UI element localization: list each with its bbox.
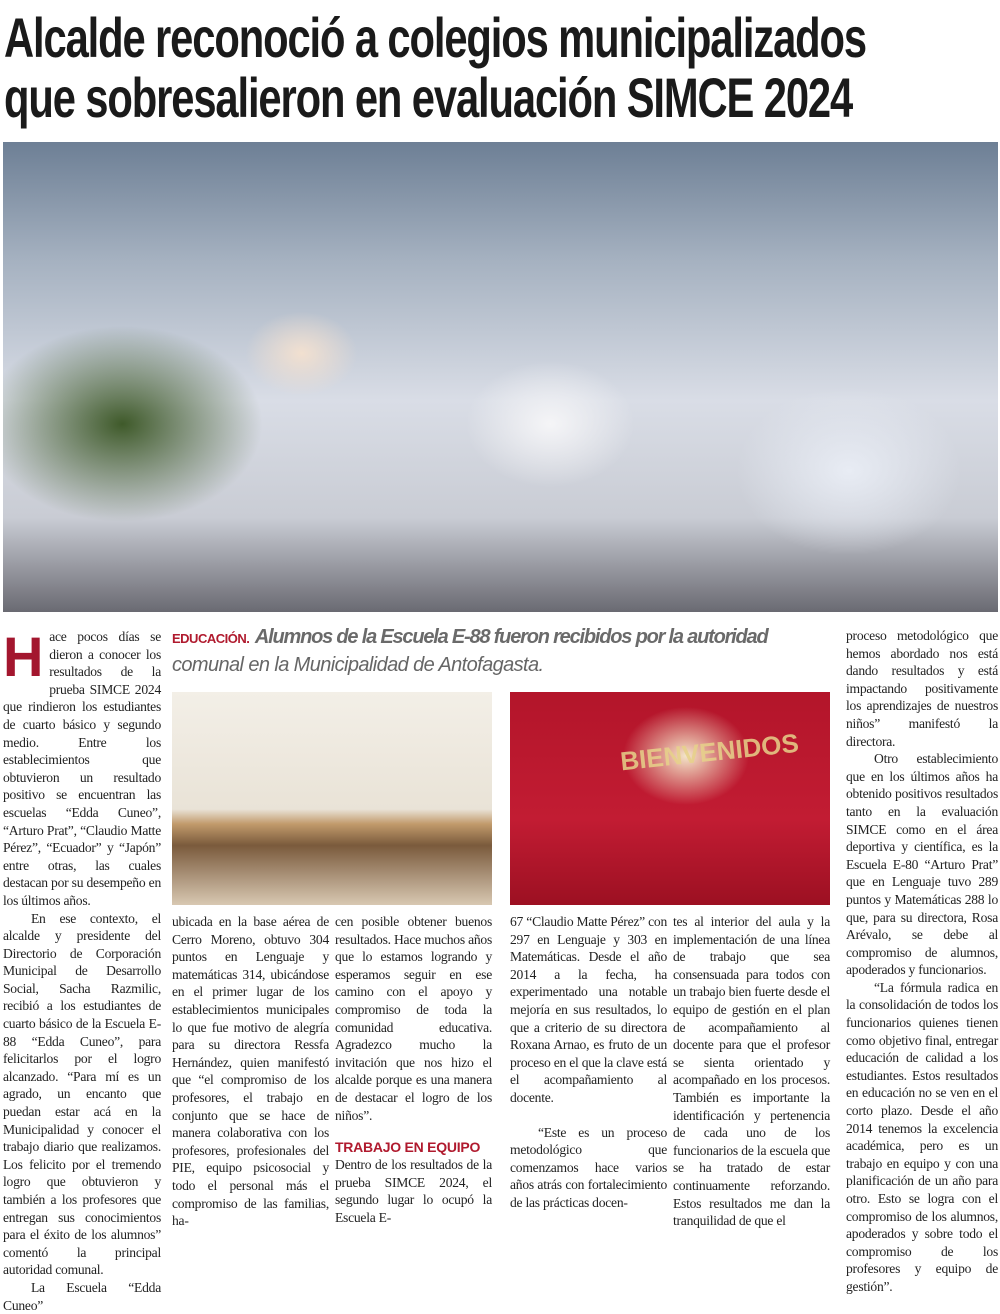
photo-council-meeting (172, 692, 492, 905)
paragraph: “La fórmula radica en la consolidación de todos los funcionarios quienes tienen como objetivo final, entregar educación de calidad a los estudiantes. Estos resultados en educación no se ven en el corto plazo. Desde el año 2014 tenemos la excelencia académica, pero es un trabajo en equipo y con una planificación de un año para otro. Esto se logra con el compromiso de los alumnos, apoderados y sobre todo el compromiso de los profesores y equipo de gestión”. (846, 979, 998, 1294)
subheading: TRABAJO EN EQUIPO (335, 1139, 481, 1156)
paragraph: cen posible obtener buenos resultados. Hace muchos años que lo estamos logrando y esperamos seguir en ese camino con el apoyo y compromiso de toda la comunidad educativa. Agradezco mucho la invitación que nos hizo el alcalde porque es una manera de destacar el logro de los niños”. (335, 914, 492, 1123)
paragraph: ubicada en la base aérea de Cerro Moreno, obtuvo 304 puntos en Lenguaje y matemáticas 314, ubicándose en el primer lugar de los establecimientos municipales lo que fue motivo de alegría para su directora Ressfa Hernández, quien manifestó que “el compromiso de los profesores, el trabajo en conjunto que se hace de manera colaborativa con los profesores, profesionales del PIE, equipo psicosocial y todo el personal más el compromiso de las familias, ha- (172, 914, 329, 1229)
article-column-3 (335, 913, 492, 1227)
welcome-sign: BIENVENIDOS (618, 727, 801, 777)
headline-line-1: Alcalde reconoció a colegios municipalizados (4, 6, 866, 69)
article-column-4 (510, 913, 667, 1212)
paragraph: 67 “Claudio Matte Pérez” con 297 en Lenguaje y 303 en Matemáticas. Desde el año 2014 a la fecha, ha experimentado una notable mejoría en sus resultados, lo que a criterio de su directora Roxana Arnao, es fruto de un proceso en el que la clave está el acompañamiento al docente. (510, 914, 667, 1105)
headline-line-2: que sobresalieron en evaluación SIMCE 2024 (4, 66, 853, 129)
main-photo-students-with-mayor (3, 142, 998, 612)
article-column-1 (3, 625, 161, 1314)
photo-school-stage (510, 692, 830, 905)
drop-cap: H (3, 625, 44, 688)
caption-rest: comunal en la Municipalidad de Antofagasta. (172, 654, 544, 676)
article-column-2 (172, 913, 329, 1230)
paragraph: En ese contexto, el alcalde y presidente del Directorio de Corporación Municipal de Desarrollo Social, Sacha Razmilic, recibió a los estudiantes de cuarto básico de la Escuela E-88 “Edda Cuneo”, para felicitarlos por el logro alcanzado. “Para mí es un agrado, un encanto que puedan estar acá en la Municipalidad y conocer el trabajo diario que realizamos. Los felicito por el tremendo logro que obtuvieron y también a los profesores que entregan sus conocimientos para el éxito de los alumnos” comentó la principal autoridad comunal. (3, 910, 161, 1278)
paragraph: ace pocos días se dieron a conocer los resultados de la prueba SIMCE 2024 que rindieron los estudiantes de cuarto básico y segundo medio. Entre los establecimientos que obtuvieron un resultado positivo se encuentran las escuelas “Edda Cuneo”, “Arturo Prat”, “Claudio Matte Pérez”, “Ecuador” y “Japón” entre otras, las cuales destacan por su desempeño en los últimos años. (3, 629, 161, 908)
caption-tag: EDUCACIÓN. (172, 631, 250, 646)
paragraph: tes al interior del aula y la implementación de una línea de trabajo que sea consensuada para todos con un trabajo bien fuerte desde el equipo de gestión en el plan de acompañamiento al docente para que el profesor se sienta orientado y acompañado en los procesos. También es importante la identificación y pertenencia de cada uno de los funcionarios de la escuela que se ha tratado de estar continuamente reforzando. Estos resultados me dan la tranquilidad de que el (673, 914, 830, 1229)
article-column-6 (846, 627, 998, 1296)
paragraph: Dentro de los resultados de la prueba SIMCE 2024, el segundo lugar lo ocupó la Escuela E- (335, 1157, 492, 1225)
paragraph: “Este es un proceso metodológico que comenzamos hace varios años atrás con fortalecimiento de las prácticas docen- (510, 1124, 667, 1210)
caption-bold: Alumnos de la Escuela E-88 fueron recibidos por la autoridad (254, 626, 768, 648)
article-column-5 (673, 913, 830, 1230)
headline (4, 8, 973, 128)
paragraph: Otro establecimiento que en los últimos años ha obtenido positivos resultados tanto en la evaluación SIMCE como en el área deportiva y científica, es la Escuela E-80 “Arturo Prat” que en Lenguaje tuvo 289 puntos y Matemáticas 288 lo que, para su directora, Rosa Arévalo, se debe al compromiso de alumnos, apoderados y funcionarios. (846, 751, 998, 978)
paragraph: La Escuela “Edda Cuneo” (3, 1279, 161, 1313)
paragraph: proceso metodológico que hemos abordado nos está dando resultados y está impactando positivamente los aprendizajes de nuestros niños” manifestó la directora. (846, 628, 998, 749)
photo-caption (172, 624, 842, 678)
